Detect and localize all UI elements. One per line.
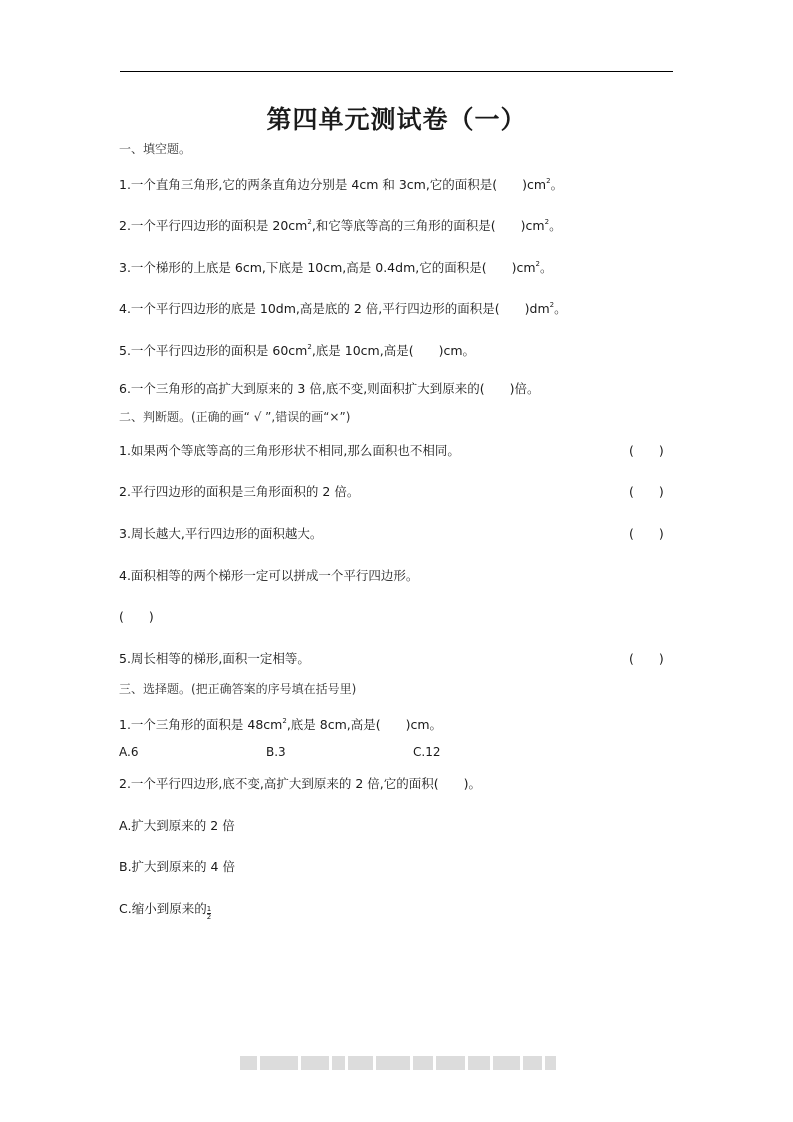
judge-answer-box-1[interactable]: ( ) [629, 443, 664, 458]
choice-question-1: 1.一个三角形的面积是 $48cm^2$,底是 8cm,高是( )cm。 [119, 717, 443, 732]
choice-2-option-c[interactable]: C.缩小到原来的 $\frac{1}{2}$ [119, 901, 212, 921]
judge-answer-box-3[interactable]: ( ) [629, 526, 664, 541]
judge-question-5: 5.周长相等的梯形,面积一定相等。 [119, 651, 310, 666]
fill-question-6: 6.一个三角形的高扩大到原来的 3 倍,底不变,则面积扩大到原来的( )倍。 [119, 381, 540, 396]
section-2-heading: 二、判断题。(正确的画“ √ ”,错误的画“×”) [119, 410, 351, 424]
judge-question-3: 3.周长越大,平行四边形的面积越大。 [119, 526, 323, 541]
fill-question-5: 5.一个平行四边形的面积是 $60cm^2$,底是 10cm,高是( )cm。 [119, 343, 476, 358]
fraction-one-half: $\frac{1}{2}$ [206, 905, 212, 921]
page-title: 第四单元测试卷（一） [266, 105, 527, 134]
judge-question-4: 4.面积相等的两个梯形一定可以拼成一个平行四边形。 [119, 568, 419, 583]
judge-question-2: 2.平行四边形的面积是三角形面积的 2 倍。 [119, 484, 360, 499]
choice-2-option-b[interactable]: B.扩大到原来的 4 倍 [119, 859, 235, 874]
section-1-heading: 一、填空题。 [119, 142, 192, 156]
choice-1-option-a[interactable]: A.6 [119, 745, 139, 759]
fill-question-3: 3.一个梯形的上底是 6cm,下底是 10cm,高是 0.4dm,它的面积是( )$cm^2$。 [119, 260, 553, 275]
blurred-footer-watermark [240, 1056, 556, 1070]
judge-question-1: 1.如果两个等底等高的三角形形状不相同,那么面积也不相同。 [119, 443, 460, 458]
section-3-heading: 三、选择题。(把正确答案的序号填在括号里) [119, 682, 357, 696]
choice-1-option-b[interactable]: B.3 [266, 745, 286, 759]
choice-question-2: 2.一个平行四边形,底不变,高扩大到原来的 2 倍,它的面积( )。 [119, 776, 482, 791]
judge-answer-box-4[interactable]: ( ) [119, 609, 154, 624]
choice-1-option-c[interactable]: C.12 [413, 745, 441, 759]
choice-2-option-a[interactable]: A.扩大到原来的 2 倍 [119, 818, 235, 833]
judge-answer-box-2[interactable]: ( ) [629, 484, 664, 499]
judge-answer-box-5[interactable]: ( ) [629, 651, 664, 666]
fill-question-4: 4.一个平行四边形的底是 10dm,高是底的 2 倍,平行四边形的面积是( )$dm^2$。 [119, 301, 567, 316]
top-rule [120, 71, 673, 72]
fill-question-1: 1.一个直角三角形,它的两条直角边分别是 4cm 和 3cm,它的面积是( )$cm^2$。 [119, 177, 564, 192]
fill-question-2: 2.一个平行四边形的面积是 $20cm^2$,和它等底等高的三角形的面积是( )$cm^2$。 [119, 218, 562, 233]
